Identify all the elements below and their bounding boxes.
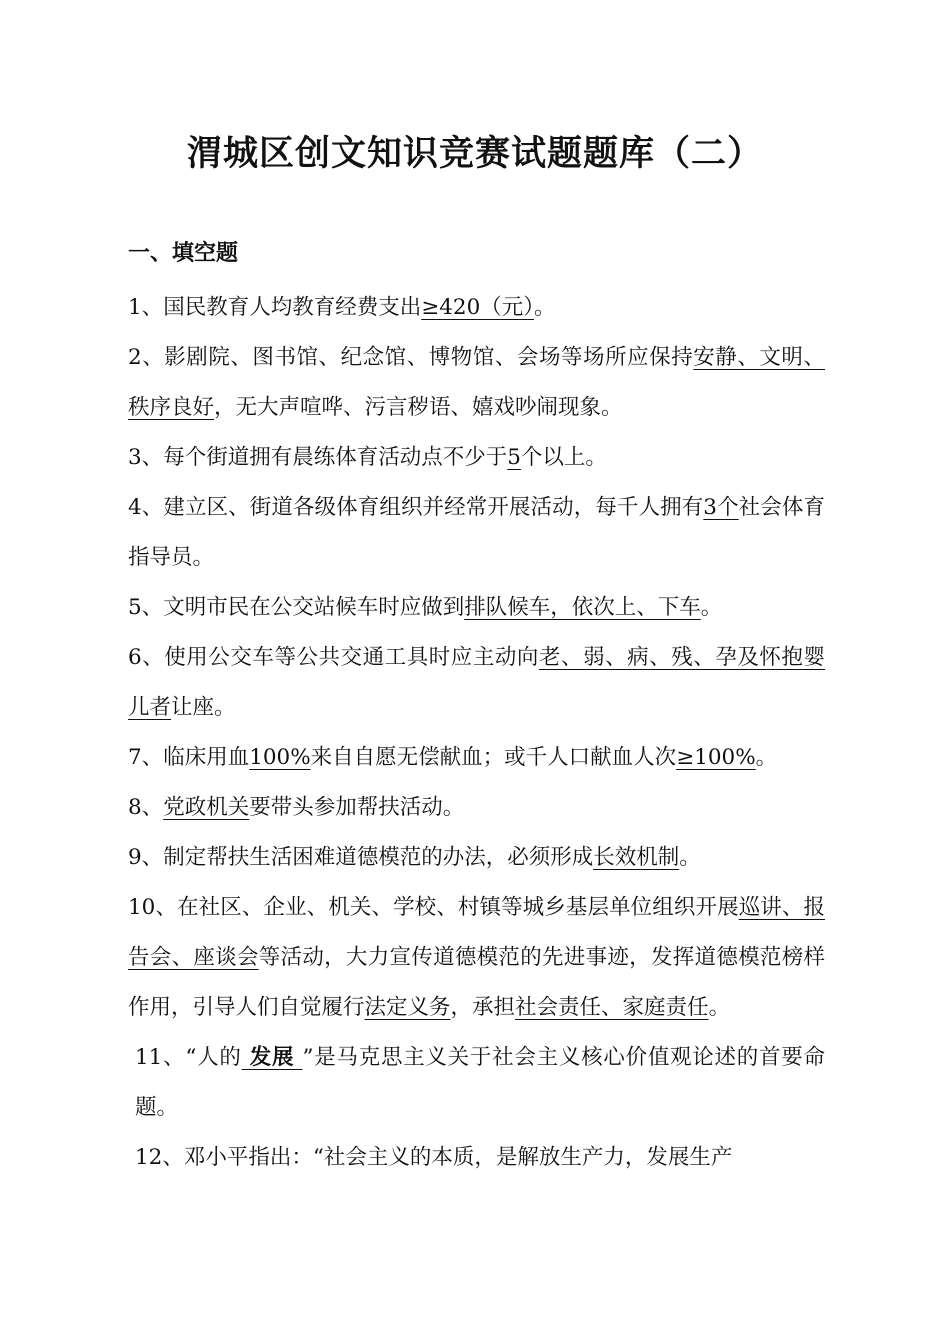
question-item — [128, 433, 825, 483]
question-text: 国民教育人均教育经费支出 — [163, 295, 422, 320]
question-number: 6、 — [128, 645, 165, 670]
answer-blank: 社会责任、家庭责任 — [515, 995, 709, 1020]
question-text: 等活动，大力宣传道德模范的先进事迹，发挥道德模范榜样作用，引导人们自觉履行 — [128, 945, 825, 1020]
question-text: 在社区、企业、机关、学校、村镇等城乡基层单位组织开展 — [177, 895, 739, 920]
question-item — [128, 733, 825, 783]
question-text: 建立区、街道各级体育组织并经常开展活动，每千人拥有 — [163, 495, 704, 520]
question-item — [128, 1133, 825, 1183]
question-text: 。 — [708, 995, 731, 1020]
question-text: ”是马克思主义关于社会主义核心价值观论述的首要命题。 — [135, 1045, 825, 1120]
answer-blank: 老、弱、病、残、孕及怀抱婴儿者 — [128, 645, 825, 720]
question-text: 。 — [700, 595, 723, 620]
question-number: 1、 — [128, 295, 164, 320]
question-item — [128, 833, 825, 883]
question-text: 每个街道拥有晨练体育活动点不少于 — [163, 445, 508, 470]
question-item — [128, 783, 825, 833]
question-number: 12、 — [135, 1145, 184, 1170]
question-text: 影剧院、图书馆、纪念馆、博物馆、会场等场所应保持 — [164, 345, 694, 370]
answer-blank: 5 — [507, 445, 521, 470]
question-text: 使用公交车等公共交通工具时应主动向 — [164, 645, 539, 670]
answer-blank: 党政机关 — [163, 795, 250, 820]
question-number: 9、 — [128, 845, 164, 870]
question-item — [128, 633, 825, 733]
question-number: 11、 — [135, 1045, 186, 1070]
question-text: 来自自愿无偿献血；或千人口献血人次 — [310, 745, 677, 770]
question-text: ，无大声喧哗、污言秽语、嬉戏吵闹现象。 — [214, 395, 623, 420]
question-number: 4、 — [128, 495, 164, 520]
answer-blank: 发展 — [241, 1045, 303, 1070]
question-list — [128, 283, 825, 1183]
answer-blank: 法定义务 — [364, 995, 451, 1020]
question-number: 2、 — [128, 345, 165, 370]
question-text: 制定帮扶生活困难道德模范的办法，必须形成 — [163, 845, 594, 870]
question-item — [128, 483, 825, 583]
question-item — [128, 283, 825, 333]
question-text: 。 — [679, 845, 701, 870]
answer-blank: 100% — [249, 745, 311, 770]
question-text: 个以上。 — [520, 445, 607, 470]
question-item — [128, 1033, 825, 1133]
question-item — [128, 583, 825, 633]
answer-blank: 长效机制 — [593, 845, 680, 870]
question-text: 临床用血 — [163, 745, 250, 770]
question-text: “人的 — [185, 1045, 242, 1070]
question-number: 5、 — [128, 595, 164, 620]
question-number: 7、 — [128, 745, 164, 770]
answer-blank: 3个 — [703, 495, 739, 520]
answer-blank: 巡讲、报告会、座谈会 — [128, 895, 825, 970]
answer-blank: ≥100% — [676, 745, 756, 770]
question-text: 让座。 — [171, 695, 236, 720]
question-text: 。 — [534, 295, 556, 320]
answer-blank: ≥420（元） — [421, 295, 535, 320]
question-text: 要带头参加帮扶活动。 — [249, 795, 465, 820]
answer-blank: 排队候车，依次上、下车 — [464, 595, 701, 620]
question-text: ，承担 — [450, 995, 516, 1020]
question-item — [128, 333, 825, 433]
question-number: 10、 — [128, 895, 178, 920]
question-text: 邓小平指出：“社会主义的本质，是解放生产力，发展生产 — [183, 1145, 733, 1170]
answer-blank: 安静、文明、秩序良好 — [128, 345, 825, 420]
question-number: 8、 — [128, 795, 164, 820]
question-text: 文明市民在公交站候车时应做到 — [163, 595, 465, 620]
question-text: 社会体育指导员。 — [128, 495, 825, 570]
question-number: 3、 — [128, 445, 164, 470]
document-title: 渭城区创文知识竞赛试题题库（二） — [186, 134, 763, 174]
section-heading: 一、填空题 — [128, 241, 239, 266]
question-item — [128, 883, 825, 1033]
question-text: 。 — [755, 745, 778, 770]
